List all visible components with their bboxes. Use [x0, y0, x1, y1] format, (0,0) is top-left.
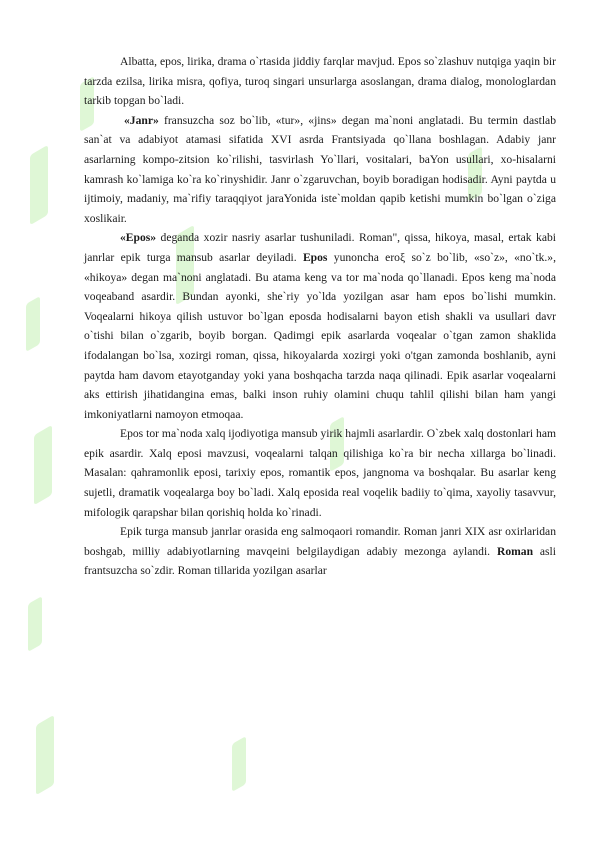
watermark-mark: [28, 596, 42, 652]
watermark-mark: [30, 145, 48, 225]
watermark-mark: [232, 736, 246, 792]
paragraph-roman: [84, 522, 556, 581]
term-epos: «Epos»: [120, 231, 157, 245]
term-roman: Roman: [496, 544, 534, 558]
watermark-mark: [36, 715, 54, 795]
paragraph-text: Albatta, epos, lirika, drama o`rtasida jiddiy farqlar mavjud. Epos so`zlashuv nutqiga yaqin bir tarzda ezilsa, lirika misra, qofiya, turoq singari unsurlarga asoslangan, drama dialog, monologlardan tarkib topgan bo`ladi.: [84, 55, 556, 108]
paragraph-epos: [84, 228, 556, 424]
document-page: [84, 52, 556, 581]
paragraph-intro: [84, 52, 556, 111]
watermark-mark: [34, 425, 52, 505]
paragraph-text: Epik turga mansub janrlar orasida eng salmoqaori romandir. Roman janri XIX asr oxirlaridan boshgab, milliy adabiyotlarning mavqeini belgilaydigan adabiy mezonga aylandi.: [84, 525, 556, 558]
term-epos-inline: Epos: [302, 250, 328, 264]
paragraph-text: asli frantsuzcha so`zdir. Roman tillarida yozilgan asarlar: [84, 544, 556, 578]
term-janr: «Janr»: [124, 113, 159, 127]
paragraph-epos-narrow: [84, 424, 556, 522]
paragraph-janr: [84, 111, 556, 229]
paragraph-text: yunoncha eroξ so`z bo`lib, «so`z», «no`tk.», «hikoya» degan ma`noni anglatadi. Bu atama keng va tor ma`noda qo`llanadi. Epos keng ma`noda voqeaband asardir. Bundan ayonki, she`riy yo`lda yozilgan asar ham epos bo`lishi mumkin. Voqealarni hikoya qilish ustuvor bo`lgan eposda hodisalarni bayon etish shakli va usullari davr o`tishi bilan o`zgarib, boyib borgan. Qadimgi epik asarlarda voqealar o`tgan zamon shaklida ifodalangan bo`lsa, xozirgi roman, qissa, hikoyalarda xozirgi yoki o'tgan zamonda boshlanib, ayni paytda ham davom etayotganday yoki yana boshqacha tarzda naqa qilinadi. Epik asarlar voqealarni aks ettirish jihatidangina emas, balki inson ruhiy olamini chuqu tahlil qilishi bilan ham yangi imkoniyatlarni namoyon etmoqaa.: [84, 250, 556, 421]
paragraph-text: deganda xozir nasriy asarlar tushuniladi. Roman", qissa, hikoya, masal, ertak kabi janrlar epik turga mansub asarlar deyiladi.: [84, 231, 556, 264]
watermark-mark: [26, 296, 40, 352]
paragraph-text: fransuzcha soz bo`lib, «tur», «jins» degan ma`noni anglatadi. Bu termin dastlab san`at va adabiyot atamasi sifatida XVI asrda Frantsiyada qo`llana boshlagan. Adabiy janr asarlarning kompo-zitsion ko`rilishi, tasvirlash Yo`llari, vositalari, baYon usullari, xo-hisalarni kamrash ko`lamiga ko`ra ko`rinyshidir. Janr o`zgaruvchan, boyib boradigan hodisadir. Ayni paytda u ijtimoiy, madaniy, ma`rifiy taraqqiyot jaraYonida iste`moldan qapib ketishi mumkin bo`lgan o`ziga xoslikair.: [84, 113, 556, 225]
paragraph-text: Epos tor ma`noda xalq ijodiyotiga mansub yirik hajmli asarlardir. O`zbek xalq dostonlari ham epik asardir. Xalq eposi mavzusi, voqealarni talqan qilishiga ko`ra bir necha xillarga bo`linadi. Masalan: qahramonlik eposi, tarixiy epos, romantik epos, jangnoma va boshqalar. Bu asarlar keng sujetli, dramatik voqealarga boy bo`ladi. Xalq eposida real voqelik badiiy to`qima, xayoliy tasavvur, mifologik qarapshar bilan qorishiq holda ko`rinadi.: [84, 427, 556, 519]
